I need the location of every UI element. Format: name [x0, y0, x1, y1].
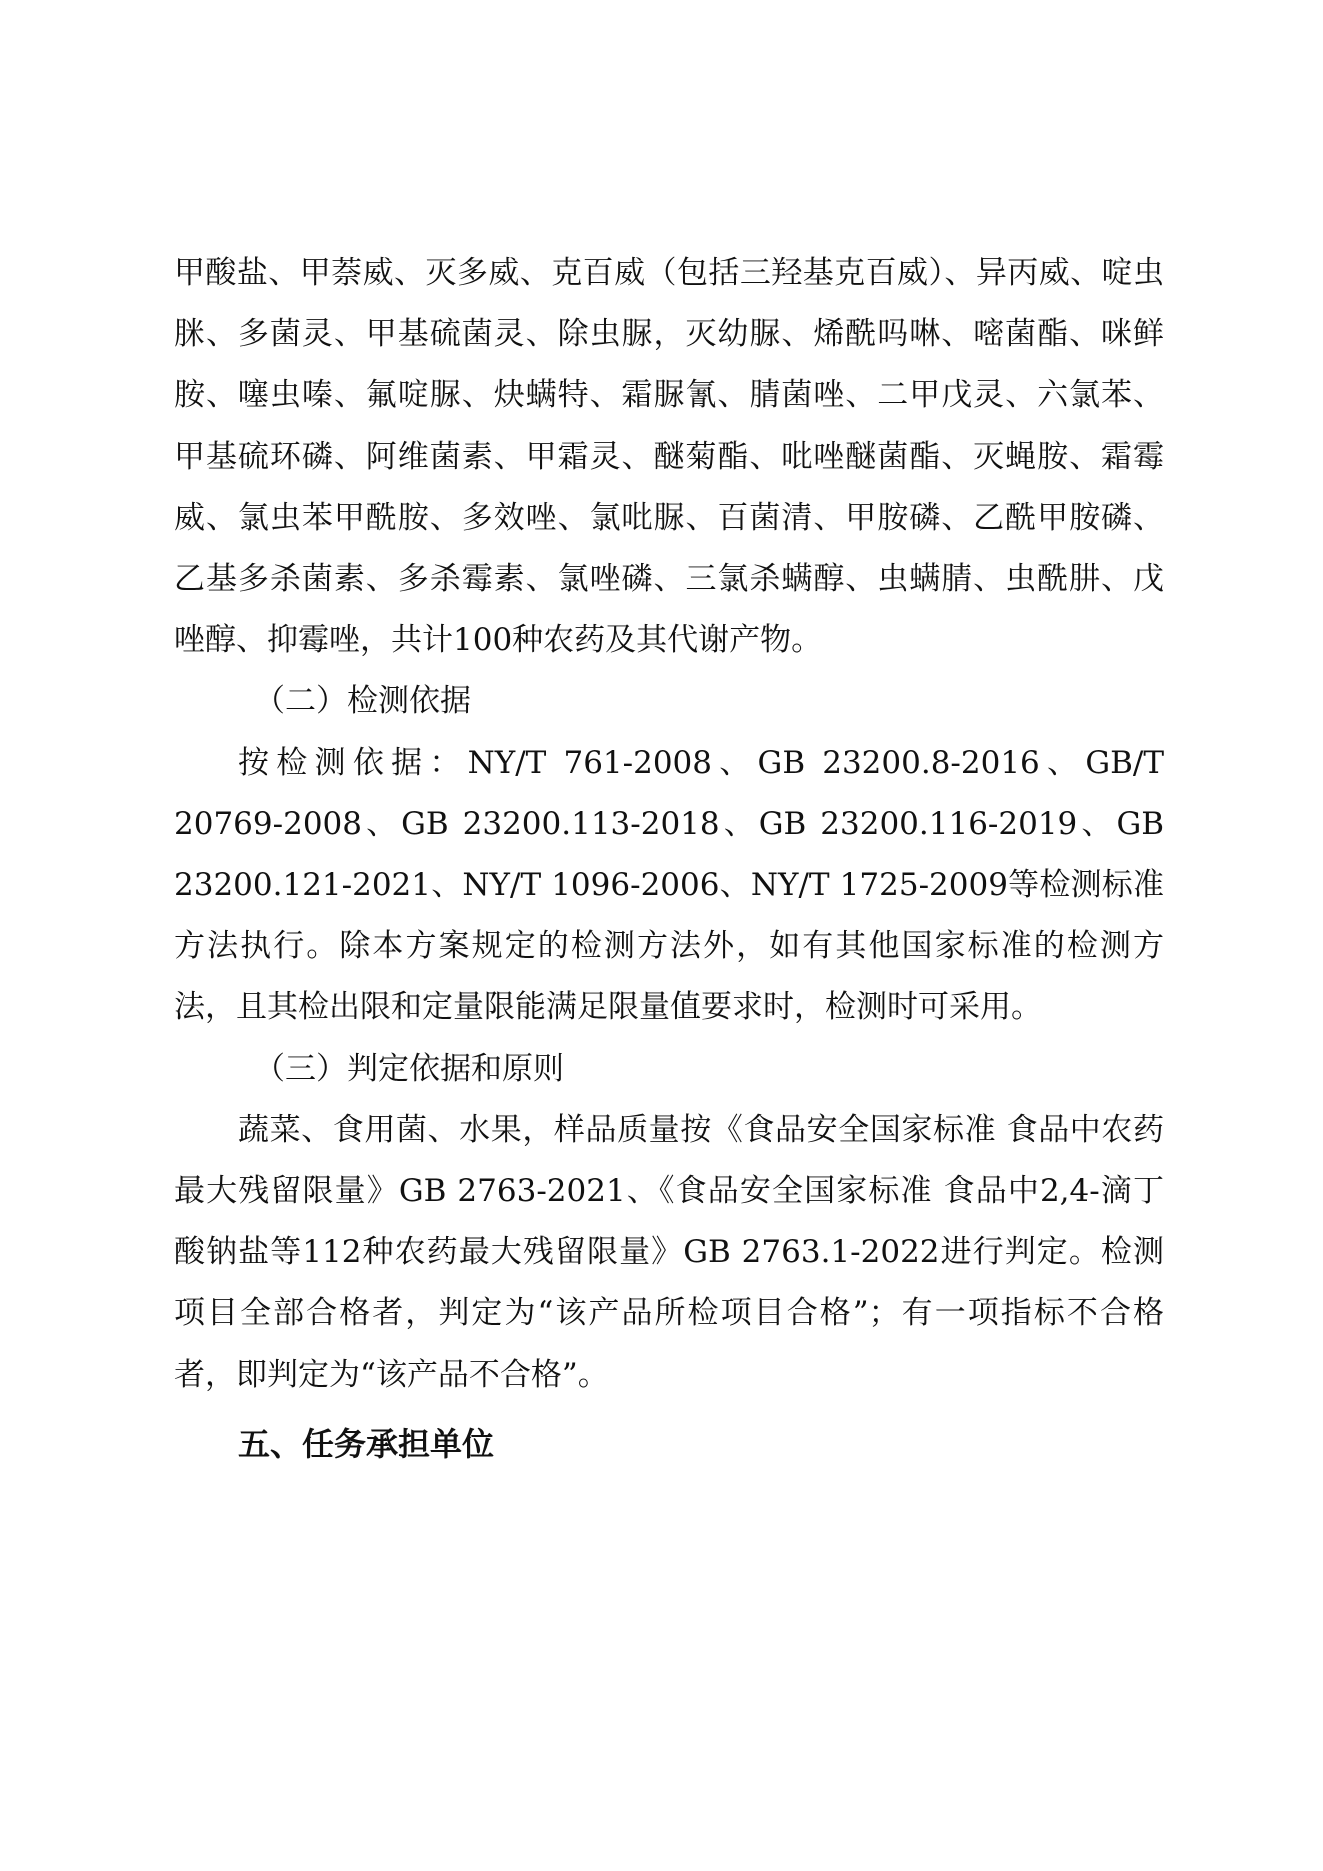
- subheading-judgement-principles: （三）判定依据和原则: [254, 1050, 564, 1087]
- pesticide-list-paragraph: 甲酸盐、甲萘威、灭多威、克百威（包括三羟基克百威）、异丙威、啶虫脒、多菌灵、甲基硫菌灵、除虫脲，灭幼脲、烯酰吗啉、嘧菌酯、咪鲜胺、噻虫嗪、氟啶脲、炔螨特、霜脲氰、腈菌唑、二甲戊灵、六氯苯、甲基硫环磷、阿维菌素、甲霜灵、醚菊酯、吡唑醚菌酯、灭蝇胺、霜霉威、氯虫苯甲酰胺、多效唑、氯吡脲、百菌清、甲胺磷、乙酰甲胺磷、乙基多杀菌素、多杀霉素、氯唑磷、三氯杀螨醇、虫螨腈、虫酰肼、戊唑醇、抑霉唑，共计100种农药及其代谢产物。: [174, 255, 1164, 659]
- subheading-detection-basis: （二）检测依据: [254, 683, 471, 720]
- detection-basis-paragraph: 按检测依据：NY/T 761-2008、GB 23200.8-2016、GB/T 20769-2008、GB 23200.113-2018、GB 23200.116-2019、GB 23200.121-2021、NY/T 1096-2006、NY/T 1725-2009等检测标准方法执行。除本方案规定的检测方法外，如有其他国家标准的检测方法，且其检出限和定量限能满足限量值要求时，检测时可采用。: [174, 744, 1164, 1026]
- judgement-paragraph: 蔬菜、食用菌、水果，样品质量按《食品安全国家标准 食品中农药最大残留限量》GB 2763-2021、《食品安全国家标准 食品中2,4-滴丁酸钠盐等112种农药最大残留限量》GB 2763.1-2022进行判定。检测项目全部合格者，判定为“该产品所检项目合格”；有一项指标不合格者，即判定为“该产品不合格”。: [174, 1111, 1164, 1393]
- section-heading-task-units: 五、任务承担单位: [238, 1424, 495, 1463]
- document-body: [174, 243, 1164, 1475]
